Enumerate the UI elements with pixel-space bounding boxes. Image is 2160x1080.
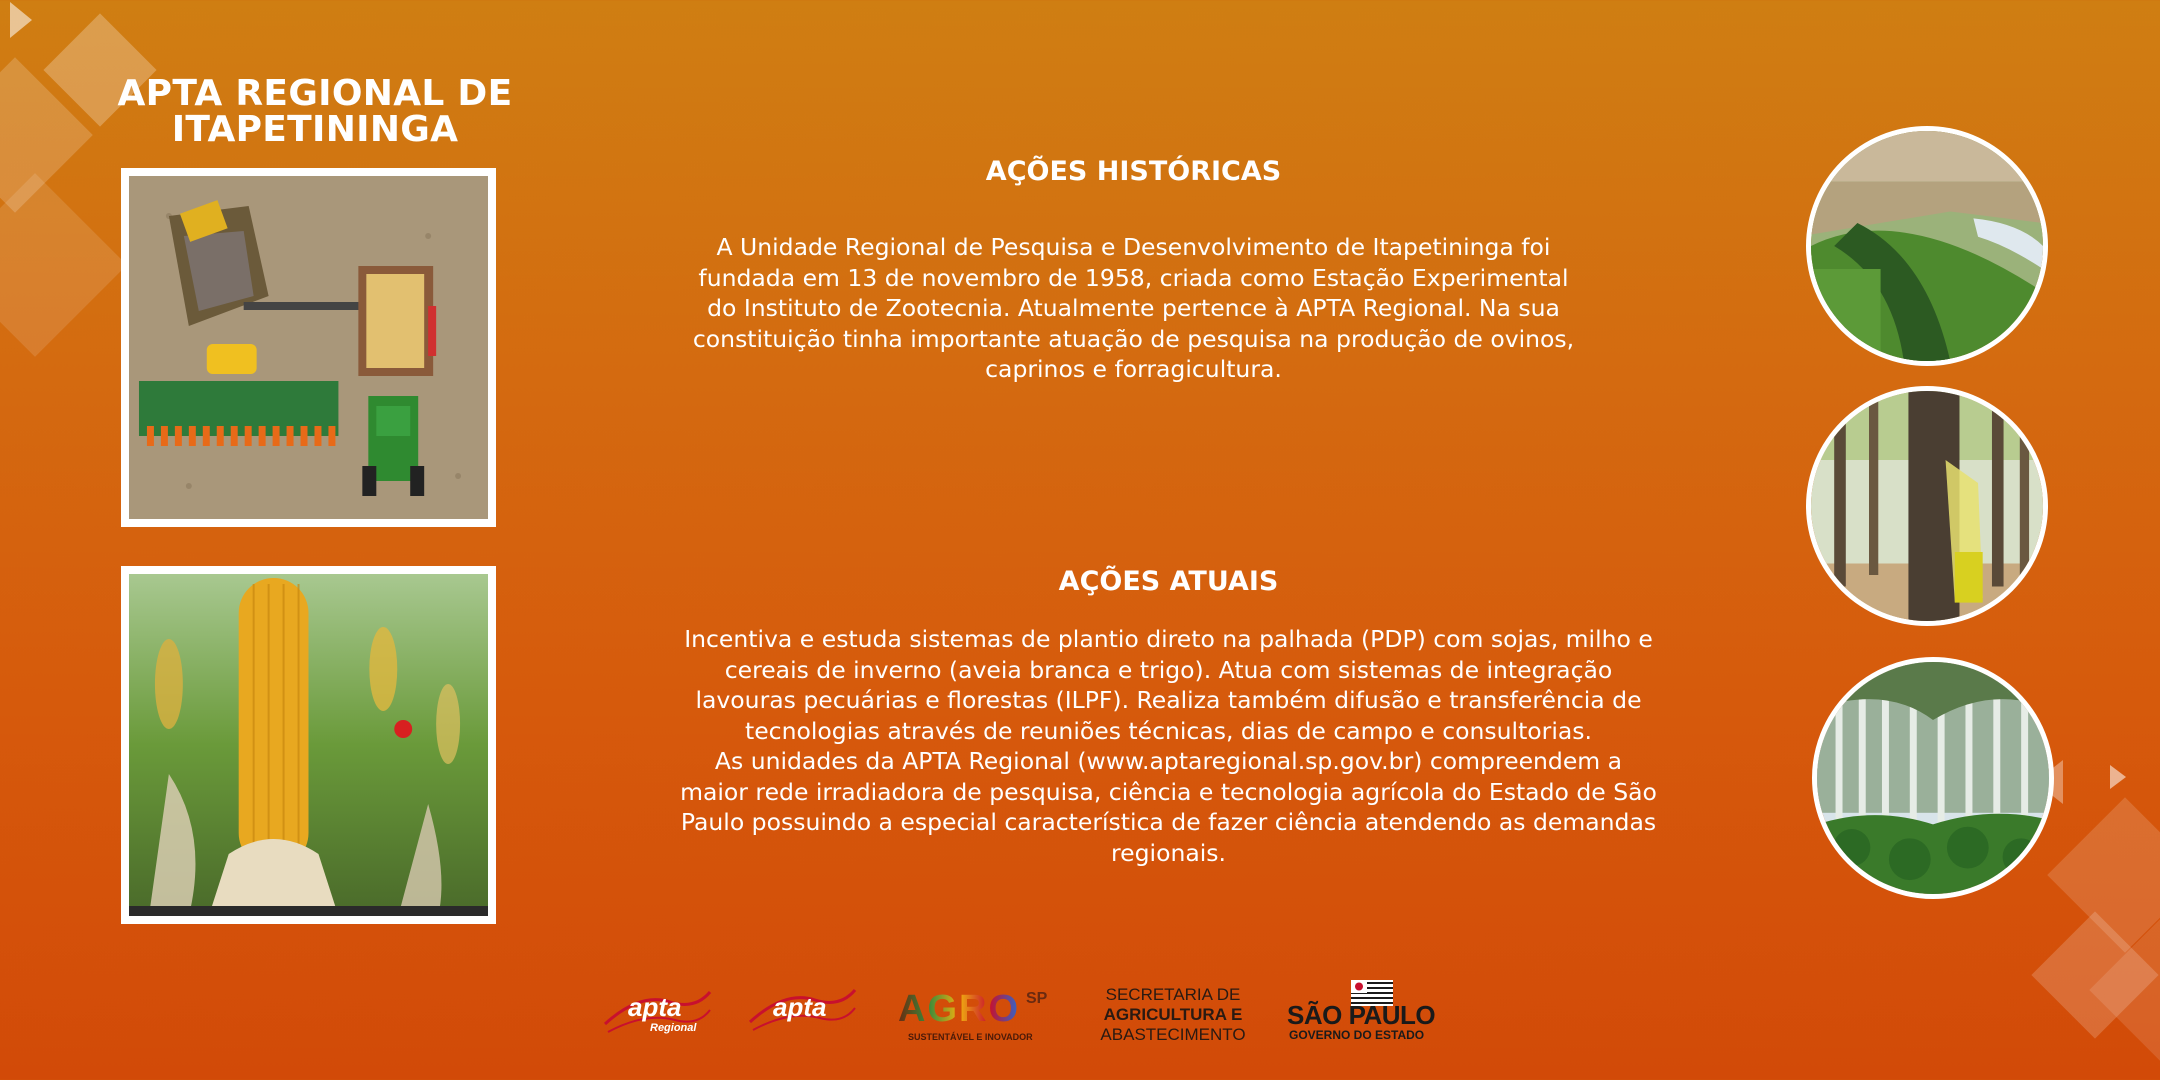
historical-line: fundada em 13 de novembro de 1958, criada como Estação Experimental [698,263,1569,292]
current-paragraph [560,624,1777,868]
sao-paulo-logo-text: SÃO PAULO [1287,1000,1436,1030]
current-line: lavouras pecuárias e florestas (ILPF). Realiza também difusão e transferência de [695,686,1642,714]
agro-sp-logo [898,988,1058,1048]
forest-photo [1812,657,2054,899]
current-line: tecnologias através de reuniões técnicas, dias de campo e consultorias. [745,716,1592,745]
secretaria-line-1: SECRETARIA DE [1105,985,1241,1004]
current-line: As unidades da APTA Regional (www.aptaregional.sp.gov.br) compreendem a [714,747,1623,775]
apta-logo [745,972,860,1056]
agro-logo-superscript: SP [1026,990,1048,1007]
aerial-landscape-photo [1806,126,2048,366]
secretaria-line-3: ABASTECIMENTO [1100,1025,1246,1044]
historical-paragraph [600,232,1667,385]
secretaria-line-2: AGRICULTURA E [1103,1005,1243,1024]
historical-line: do Instituto de Zootecnia. Atualmente pertence à APTA Regional. Na sua [707,294,1560,322]
agro-logo-tagline: SUSTENTÁVEL E INOVADOR [908,1032,1033,1042]
apta-logo-subtext: Regional [650,1022,697,1034]
secretaria-agricultura-logo [1093,985,1253,1045]
apta-regional-logo [600,972,715,1056]
current-line: Incentiva e estuda sistemas de plantio direto na palhada (PDP) com sojas, milho e [684,625,1653,653]
apta-logo-text: apta [773,992,827,1022]
current-heading: AÇÕES ATUAIS [1058,566,1279,597]
historical-line: A Unidade Regional de Pesquisa e Desenvolvimento de Itapetininga foi [716,233,1551,261]
historical-heading: AÇÕES HISTÓRICAS [985,156,1282,187]
harvest-photo [121,168,496,527]
rubber-tree-photo [1806,386,2048,626]
apta-logo-text: apta [628,992,682,1022]
sao-paulo-government-logo [1285,980,1460,1044]
agro-logo-text: AGRO [898,988,1020,1030]
current-line: Paulo possuindo a especial característica de fazer ciência atendendo as demandas [680,808,1657,836]
current-line: regionais. [1111,838,1226,867]
sao-paulo-logo-subtext: GOVERNO DO ESTADO [1289,1028,1425,1042]
current-line: cereais de inverno (aveia branca e trigo). Atua com sistemas de integração [724,655,1613,684]
historical-line: constituição tinha importante atuação de pesquisa na produção de ovinos, [692,324,1575,353]
historical-line: caprinos e forragicultura. [985,355,1282,383]
page-title: APTA REGIONAL DE ITAPETININGA [117,73,513,150]
corn-photo [121,566,496,924]
current-line: maior rede irradiadora de pesquisa, ciência e tecnologia agrícola do Estado de São [680,777,1657,806]
